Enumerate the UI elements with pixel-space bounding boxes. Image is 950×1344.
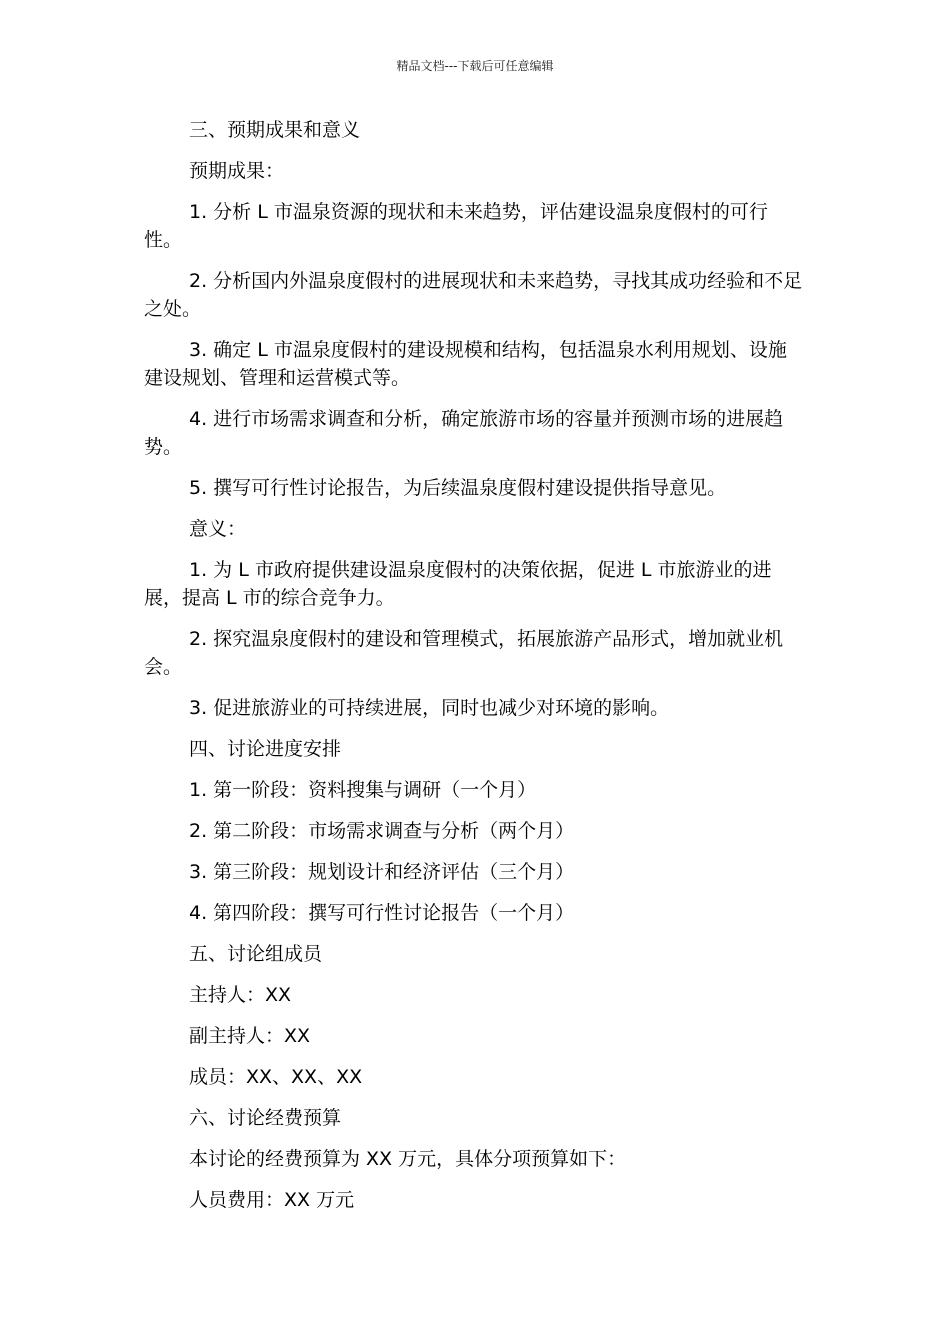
paragraph: 1. 为 L 市政府提供建设温泉度假村的决策依据，促进 L 市旅游业的进展，提高 L 市的综合竞争力。 <box>144 559 772 609</box>
paragraph: 2. 探究温泉度假村的建设和管理模式，拓展旅游产品形式，增加就业机会。 <box>144 628 784 678</box>
section-heading-expected-results: 三、预期成果和意义 <box>189 119 361 141</box>
section-heading-members: 五、讨论组成员 <box>189 943 323 965</box>
subheading-significance: 意义： <box>189 518 247 540</box>
paragraph: 4. 进行市场需求调查和分析，确定旅游市场的容量并预测市场的进展趋势。 <box>144 408 784 458</box>
schedule-item: 4. 第四阶段：撰写可行性讨论报告（一个月） <box>189 902 575 924</box>
paragraph: 3. 促进旅游业的可持续进展，同时也减少对环境的影响。 <box>189 697 670 719</box>
member-line: 成员：XX、XX、XX <box>189 1066 363 1088</box>
paragraph: 1. 分析 L 市温泉资源的现状和未来趋势，评估建设温泉度假村的可行性。 <box>144 201 768 251</box>
schedule-item: 2. 第二阶段：市场需求调查与分析（两个月） <box>189 820 575 842</box>
paragraph: 本讨论的经费预算为 XX 万元，具体分项预算如下： <box>189 1148 627 1170</box>
budget-line: 人员费用：XX 万元 <box>189 1189 355 1211</box>
member-line: 主持人：XX <box>189 984 292 1006</box>
section-heading-budget: 六、讨论经费预算 <box>189 1107 342 1129</box>
schedule-item: 1. 第一阶段：资料搜集与调研（一个月） <box>189 779 537 801</box>
document-body <box>144 116 804 1227</box>
paragraph: 2. 分析国内外温泉度假村的进展现状和未来趋势，寻找其成功经验和不足之处。 <box>144 270 803 320</box>
member-line: 副主持人：XX <box>189 1025 311 1047</box>
paragraph: 3. 确定 L 市温泉度假村的建设规模和结构，包括温泉水利用规划、设施建设规划、管理和运营模式等。 <box>144 339 787 389</box>
schedule-item: 3. 第三阶段：规划设计和经济评估（三个月） <box>189 861 575 883</box>
subheading-expected-results: 预期成果： <box>189 160 285 182</box>
page-header: 精品文档---下载后可任意编辑 <box>396 59 554 73</box>
section-heading-schedule: 四、讨论进度安排 <box>189 738 342 760</box>
paragraph: 5. 撰写可行性讨论报告，为后续温泉度假村建设提供指导意见。 <box>189 477 727 499</box>
